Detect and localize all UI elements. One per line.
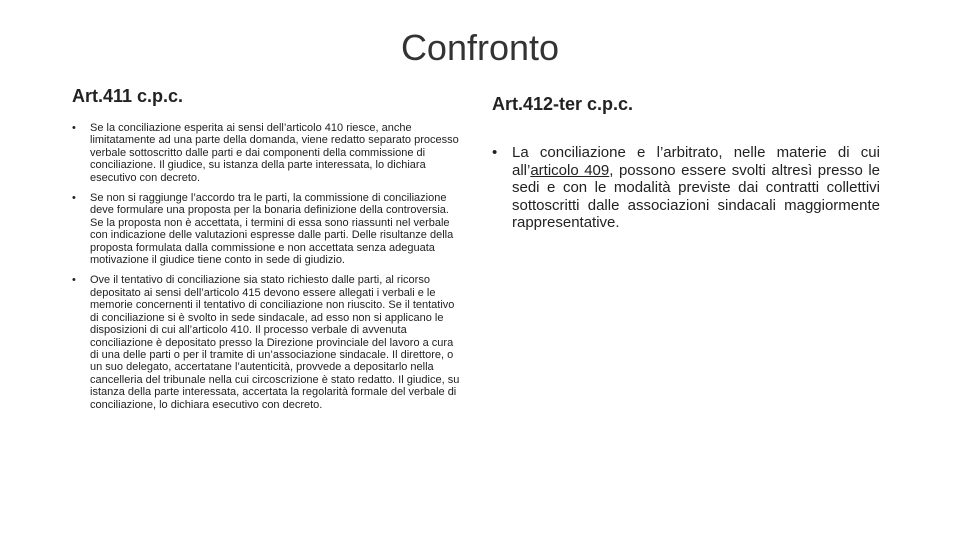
slide-title: Confronto [400,27,560,68]
right-bullet-list [492,144,880,232]
right-column-heading: Art.412-ter c.p.c. [492,94,634,114]
bullet-icon: • [72,122,76,134]
right-bullet-item [492,144,880,232]
left-bullet-item [72,274,464,410]
right-bullet-text-end: , possono essere svolti altresì presso le sedi e con le modalità previste dai contratti collettivi sottoscritti dalle associazioni sindacali maggiormente rappresentative. [512,161,880,231]
left-bullet-text: Se la conciliazione esperita ai sensi dell’articolo 410 riesce, anche limitatamente ad una parte della domanda, viene redatto separato processo verbale sottoscritto dalle parti e dai componenti della commissione di conciliazione. Il giudice, su istanza della parte interessata, lo dichiara esecutivo con decreto. [90,122,459,184]
article-409-link[interactable]: articolo 409 [530,161,610,179]
left-bullet-item [72,122,464,184]
bullet-icon: • [492,144,498,161]
bullet-icon: • [72,274,76,287]
bullet-icon: • [72,192,76,205]
right-bullet-text-start: La conciliazione e l’arbitrato, nelle materie di cui all’ [512,144,880,179]
left-bullet-text: Se non si raggiunge l’accordo tra le parti, la commissione di conciliazione deve formulare una proposta per la bonaria definizione della controversia. Se la proposta non è accettata, i termini di essa sono riassunti nel verbale con indicazione delle valutazioni espresse dalle parti. Delle risultanze della proposta formulata dalla commissione e non accettata senza adeguata motivazione il giudice tiene conto in sede di giudizio. [90,192,454,267]
left-bullet-text: Ove il tentativo di conciliazione sia stato richiesto dalle parti, al ricorso depositato ai sensi dell’articolo 415 devono essere allegati i verbali e le memorie concernenti il tentativo di conciliazione non riuscito. Se il tentativo di conciliazione si è svolto in sede sindacale, ad esso non si applicano le disposizioni di cui all’articolo 410. Il processo verbale di avvenuta conciliazione è depositato presso la Direzione provinciale del lavoro a cura di una delle parti o per il tramite di un’associazione sindacale. Il direttore, o un suo delegato, accertatane l’autenticità, provvede a depositarlo nella cancelleria del tribunale nella cui circoscrizione è stato redatto. Il giudice, su istanza della parte interessata, accertata la regolarità formale del verbale di conciliazione, lo dichiara esecutivo con decreto. [90,274,460,411]
left-column-heading: Art.411 c.p.c. [72,86,184,106]
left-bullet-list [72,122,464,419]
left-bullet-item [72,192,464,266]
